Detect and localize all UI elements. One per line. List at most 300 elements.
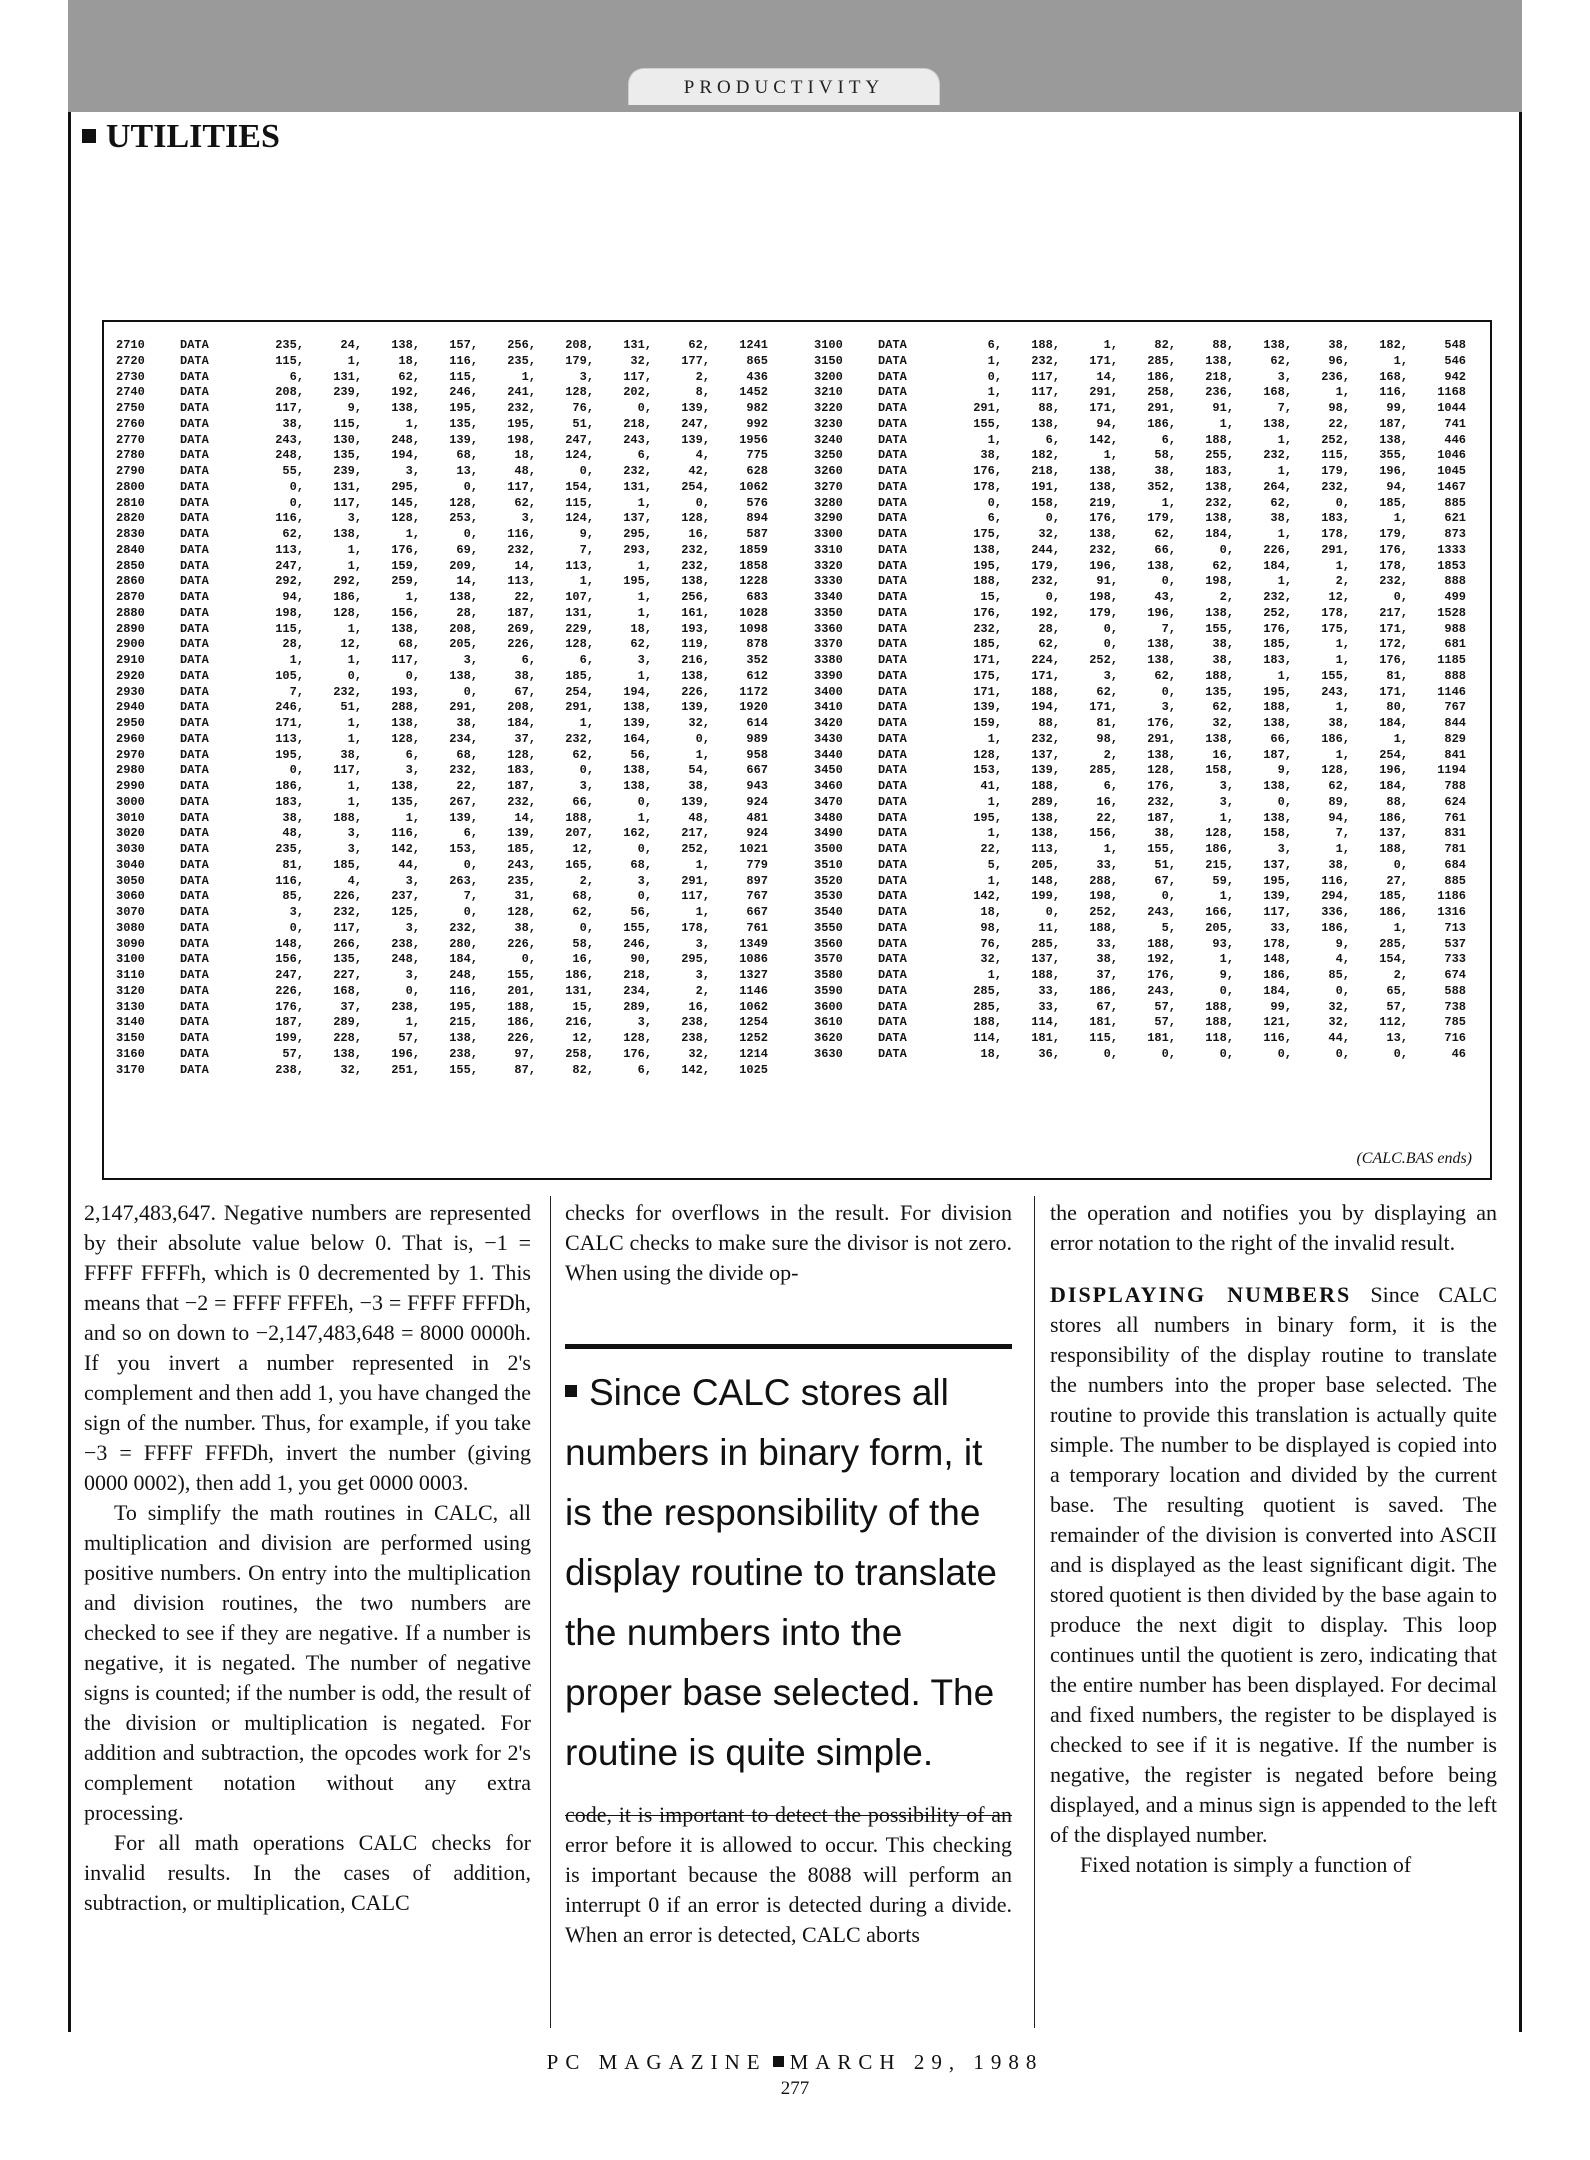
data-value: 165, — [565, 857, 594, 872]
listing-row — [814, 543, 1474, 559]
data-value: 186, — [1321, 920, 1350, 935]
data-value: 199, — [1031, 889, 1060, 904]
data-value: 188, — [1031, 779, 1060, 793]
data-value: 137, — [1379, 826, 1408, 841]
data-value: 218, — [1205, 369, 1234, 384]
data-value: 186, — [1321, 731, 1350, 746]
data-value: 117, — [1031, 369, 1060, 384]
data-value: 291, — [681, 873, 710, 888]
listing-row — [116, 968, 776, 984]
data-value: 248, — [391, 952, 420, 967]
data-value: 41, — [980, 779, 1002, 793]
data-value: 1467 — [1437, 479, 1466, 494]
data-value: 137, — [1031, 952, 1060, 967]
line-number: 3260 — [814, 464, 843, 478]
data-value: 194, — [1031, 700, 1060, 715]
data-value: 18, — [630, 621, 652, 636]
data-keyword: DATA — [878, 747, 907, 762]
listing-row — [814, 858, 1474, 874]
data-value: 1045 — [1437, 464, 1466, 478]
data-value: 243, — [1321, 684, 1350, 699]
data-value: 116, — [1379, 385, 1408, 400]
data-value: 218, — [623, 416, 652, 431]
listing-row — [814, 763, 1474, 779]
data-value: 285, — [1089, 763, 1118, 778]
data-value: 285, — [1031, 936, 1060, 951]
data-value: 196, — [1147, 605, 1176, 620]
line-number: 3550 — [814, 920, 843, 935]
data-value: 135, — [333, 448, 362, 463]
data-value: 87, — [514, 1062, 536, 1077]
listing-row — [116, 354, 776, 370]
data-value: 788 — [1444, 779, 1466, 793]
data-value: 139, — [681, 401, 710, 415]
data-value: 5, — [987, 857, 1002, 872]
data-value: 263, — [449, 873, 478, 888]
data-value: 1, — [987, 731, 1002, 746]
data-keyword: DATA — [180, 700, 209, 715]
data-keyword: DATA — [878, 920, 907, 935]
data-value: 188, — [1031, 684, 1060, 699]
data-value: 168, — [333, 983, 362, 998]
data-value: 0, — [1219, 1046, 1234, 1061]
data-value: 188, — [1089, 920, 1118, 935]
line-number: 3460 — [814, 779, 843, 793]
data-value: 226, — [1263, 542, 1292, 557]
data-value: 94, — [1096, 416, 1118, 431]
data-keyword: DATA — [878, 495, 907, 510]
data-value: 198, — [1089, 889, 1118, 904]
data-value: 33, — [1038, 983, 1060, 998]
data-value: 81, — [1096, 716, 1118, 730]
data-value: 117, — [507, 479, 536, 494]
data-value: 243, — [623, 432, 652, 447]
data-value: 239, — [333, 464, 362, 478]
data-keyword: DATA — [878, 999, 907, 1014]
data-value: 761 — [1444, 810, 1466, 825]
data-value: 775 — [746, 448, 768, 463]
data-value: 171, — [1031, 668, 1060, 683]
data-value: 171, — [973, 653, 1002, 667]
data-value: 66, — [1270, 731, 1292, 746]
column-rule — [1034, 1196, 1035, 2028]
data-value: 91, — [1096, 574, 1118, 589]
paragraph: To simplify the math routines in CALC, all multiplication and division are performed using positive numbers. On entry into the multiplication and division routines, the two numbers are checked to see if they are negative. If a number is negative, it is negated. The number of negative signs is counted; if the number is odd, the result of the division or multiplication is negated. For addition and subtraction, the opcodes work for 2's complement notation without any extra processing. — [84, 1500, 531, 1825]
data-value: 15, — [980, 590, 1002, 604]
data-keyword: DATA — [878, 779, 907, 793]
data-value: 98, — [1328, 401, 1350, 415]
data-value: 236, — [1205, 385, 1234, 400]
data-value: 66, — [1154, 542, 1176, 557]
data-keyword: DATA — [180, 448, 209, 463]
listing-row — [116, 622, 776, 638]
data-value: 215, — [449, 1015, 478, 1030]
data-value: 3, — [637, 1015, 652, 1030]
data-value: 118, — [1205, 1031, 1234, 1045]
data-value: 982 — [746, 401, 768, 415]
data-value: 168, — [1379, 369, 1408, 384]
data-value: 3, — [347, 842, 362, 856]
data-value: 57, — [1154, 999, 1176, 1014]
line-number: 3070 — [116, 905, 145, 919]
data-value: 888 — [1444, 574, 1466, 589]
data-value: 1086 — [739, 952, 768, 967]
data-value: 90, — [630, 952, 652, 967]
data-value: 161, — [681, 605, 710, 620]
listing-row — [116, 543, 776, 559]
data-keyword: DATA — [180, 1046, 209, 1061]
data-keyword: DATA — [180, 464, 209, 478]
data-value: 62, — [1154, 527, 1176, 541]
data-keyword: DATA — [180, 1015, 209, 1030]
data-keyword: DATA — [180, 905, 209, 919]
data-value: 157, — [449, 338, 478, 352]
listing-row — [814, 433, 1474, 449]
listing-row — [116, 842, 776, 858]
listing-row — [814, 748, 1474, 764]
data-value: 234, — [449, 731, 478, 746]
data-value: 22, — [456, 779, 478, 793]
listing-row — [116, 385, 776, 401]
data-value: 13, — [456, 464, 478, 478]
data-keyword: DATA — [878, 716, 907, 730]
data-value: 32, — [1212, 716, 1234, 730]
data-value: 252, — [1321, 432, 1350, 447]
data-value: 1, — [695, 857, 710, 872]
line-number: 2920 — [116, 668, 145, 683]
data-value: 128, — [565, 385, 594, 400]
data-value: 1, — [1335, 558, 1350, 573]
data-value: 185, — [1263, 637, 1292, 652]
data-value: 138, — [681, 668, 710, 683]
data-value: 1, — [637, 590, 652, 604]
data-value: 1241 — [739, 338, 768, 352]
data-value: 62, — [1212, 558, 1234, 573]
data-value: 243, — [1147, 905, 1176, 919]
data-value: 3, — [1277, 842, 1292, 856]
line-number: 3580 — [814, 968, 843, 982]
listing-row — [116, 732, 776, 748]
data-value: 1, — [1219, 889, 1234, 904]
data-value: 3, — [463, 653, 478, 667]
data-value: 196, — [1089, 558, 1118, 573]
data-value: 37, — [514, 731, 536, 746]
data-value: 266, — [333, 936, 362, 951]
listing-row — [116, 417, 776, 433]
data-value: 172, — [1379, 637, 1408, 652]
data-value: 1, — [1393, 353, 1408, 368]
listing-row — [116, 606, 776, 622]
data-value: 57, — [1154, 1015, 1176, 1030]
line-number: 3560 — [814, 936, 843, 951]
data-value: 232, — [1147, 794, 1176, 809]
data-value: 0, — [637, 401, 652, 415]
data-keyword: DATA — [180, 653, 209, 667]
listing-row — [116, 826, 776, 842]
data-value: 57, — [282, 1046, 304, 1061]
data-value: 135, — [1205, 684, 1234, 699]
data-value: 128, — [1321, 763, 1350, 778]
data-value: 54, — [688, 763, 710, 778]
data-keyword: DATA — [180, 826, 209, 841]
data-value: 187, — [1147, 810, 1176, 825]
data-value: 1, — [347, 779, 362, 793]
data-value: 188, — [1263, 700, 1292, 715]
data-value: 1, — [405, 590, 420, 604]
listing-row — [116, 637, 776, 653]
listing-row — [116, 448, 776, 464]
paragraph: For all math operations CALC checks for invalid results. In the cases of addition, subtraction, or multiplication, CALC — [84, 1830, 531, 1915]
data-value: 285, — [1379, 936, 1408, 951]
data-keyword: DATA — [878, 338, 907, 352]
data-keyword: DATA — [878, 448, 907, 463]
line-number: 3060 — [116, 889, 145, 904]
line-number: 3520 — [814, 873, 843, 888]
listing-row — [814, 574, 1474, 590]
data-value: 253, — [449, 511, 478, 526]
data-value: 188, — [565, 810, 594, 825]
data-value: 171, — [1089, 700, 1118, 715]
data-value: 1, — [579, 716, 594, 730]
paragraph: the operation and notifies you by displaying an error notation to the right of the invalid result. — [1050, 1200, 1497, 1255]
data-value: 22, — [1328, 416, 1350, 431]
listing-row — [814, 732, 1474, 748]
data-value: 217, — [681, 826, 710, 841]
data-value: 38, — [1270, 511, 1292, 526]
data-value: 1228 — [739, 574, 768, 589]
data-value: 0, — [1219, 983, 1234, 998]
data-value: 226, — [681, 684, 710, 699]
data-value: 177, — [681, 353, 710, 368]
data-value: 139, — [681, 432, 710, 447]
data-value: 0, — [1045, 590, 1060, 604]
line-number: 3490 — [814, 826, 843, 841]
data-value: 295, — [623, 527, 652, 541]
listing-row — [814, 496, 1474, 512]
listing-row — [814, 984, 1474, 1000]
data-value: 185, — [1379, 495, 1408, 510]
data-keyword: DATA — [180, 479, 209, 494]
data-value: 186, — [1089, 983, 1118, 998]
data-value: 94, — [1386, 479, 1408, 494]
data-value: 285, — [973, 999, 1002, 1014]
data-value: 235, — [275, 842, 304, 856]
data-value: 291, — [1089, 385, 1118, 400]
data-value: 0, — [463, 857, 478, 872]
data-value: 246, — [275, 700, 304, 715]
data-value: 62, — [1270, 495, 1292, 510]
data-value: 76, — [980, 936, 1002, 951]
data-keyword: DATA — [878, 968, 907, 982]
data-value: 264, — [1263, 479, 1292, 494]
data-value: 162, — [623, 826, 652, 841]
data-keyword: DATA — [180, 952, 209, 967]
data-value: 3, — [1161, 700, 1176, 715]
data-value: 878 — [746, 637, 768, 652]
column-rule — [550, 1196, 551, 2028]
data-value: 3, — [695, 936, 710, 951]
data-value: 2, — [1393, 968, 1408, 982]
data-value: 155, — [1147, 842, 1176, 856]
data-value: 943 — [746, 779, 768, 793]
data-value: 674 — [1444, 968, 1466, 982]
data-value: 232, — [1031, 731, 1060, 746]
data-value: 138, — [1263, 810, 1292, 825]
data-value: 32, — [1038, 527, 1060, 541]
data-value: 1859 — [739, 542, 768, 557]
frame-rule-left — [68, 112, 71, 2032]
data-value: 195, — [1263, 873, 1292, 888]
data-value: 81, — [1386, 668, 1408, 683]
data-keyword: DATA — [180, 668, 209, 683]
data-value: 1, — [1277, 432, 1292, 447]
data-value: 124, — [565, 448, 594, 463]
data-value: 295, — [391, 479, 420, 494]
data-value: 184, — [1379, 779, 1408, 793]
data-value: 841 — [1444, 747, 1466, 762]
data-value: 128, — [391, 511, 420, 526]
data-value: 259, — [391, 574, 420, 589]
data-value: 924 — [746, 826, 768, 841]
listing-row — [116, 1031, 776, 1047]
data-value: 280, — [449, 936, 478, 951]
data-value: 139, — [623, 716, 652, 730]
data-value: 96, — [1328, 353, 1350, 368]
data-value: 0, — [1161, 684, 1176, 699]
listing-row — [814, 354, 1474, 370]
line-number: 2750 — [116, 401, 145, 415]
data-value: 226, — [507, 637, 536, 652]
data-value: 865 — [746, 353, 768, 368]
data-value: 1146 — [739, 983, 768, 998]
data-value: 138, — [1031, 416, 1060, 431]
data-value: 232, — [973, 621, 1002, 636]
data-value: 767 — [1444, 700, 1466, 715]
line-number: 3020 — [116, 826, 145, 841]
data-value: 148, — [1263, 952, 1292, 967]
line-number: 3480 — [814, 810, 843, 825]
data-value: 255, — [1205, 448, 1234, 463]
data-value: 2, — [579, 873, 594, 888]
data-value: 229, — [565, 621, 594, 636]
data-value: 183, — [1205, 464, 1234, 478]
data-value: 0, — [1393, 857, 1408, 872]
data-value: 196, — [391, 1046, 420, 1061]
data-value: 232, — [507, 794, 536, 809]
data-value: 285, — [1147, 353, 1176, 368]
data-keyword: DATA — [180, 763, 209, 778]
data-keyword: DATA — [878, 385, 907, 400]
data-value: 128, — [507, 747, 536, 762]
data-value: 115, — [565, 495, 594, 510]
data-value: 18, — [398, 353, 420, 368]
data-value: 716 — [1444, 1031, 1466, 1045]
data-value: 138, — [1263, 779, 1292, 793]
listing-row — [814, 795, 1474, 811]
data-value: 38, — [1328, 716, 1350, 730]
listing-row — [814, 480, 1474, 496]
data-value: 733 — [1444, 952, 1466, 967]
line-number: 3360 — [814, 621, 843, 636]
data-value: 218, — [1031, 464, 1060, 478]
line-number: 2870 — [116, 590, 145, 604]
data-value: 138, — [449, 590, 478, 604]
data-value: 176, — [973, 605, 1002, 620]
data-value: 235, — [507, 873, 536, 888]
listing-row — [814, 937, 1474, 953]
data-value: 184, — [507, 716, 536, 730]
data-value: 112, — [1379, 1015, 1408, 1030]
listing-row — [116, 511, 776, 527]
data-value: 6, — [405, 747, 420, 762]
line-number: 3140 — [116, 1015, 145, 1030]
data-value: 292, — [275, 574, 304, 589]
data-value: 1062 — [739, 999, 768, 1014]
data-value: 187, — [507, 605, 536, 620]
data-value: 68, — [456, 747, 478, 762]
listing-row — [116, 464, 776, 480]
data-value: 289, — [623, 999, 652, 1014]
data-value: 135, — [333, 952, 362, 967]
data-keyword: DATA — [878, 464, 907, 478]
line-number: 2820 — [116, 511, 145, 526]
data-value: 251, — [391, 1062, 420, 1077]
data-value: 183, — [507, 763, 536, 778]
data-value: 171, — [973, 684, 1002, 699]
data-value: 32, — [1328, 1015, 1350, 1030]
data-value: 168, — [1263, 385, 1292, 400]
data-value: 182, — [1379, 338, 1408, 352]
data-value: 218, — [623, 968, 652, 982]
data-value: 352, — [1147, 479, 1176, 494]
listing-row — [814, 826, 1474, 842]
line-number: 3100 — [116, 952, 145, 967]
data-value: 155, — [1321, 668, 1350, 683]
data-value: 336, — [1321, 905, 1350, 919]
data-value: 164, — [623, 731, 652, 746]
data-value: 1, — [1103, 338, 1118, 352]
line-number: 2860 — [116, 574, 145, 589]
data-keyword: DATA — [878, 810, 907, 825]
line-number: 3150 — [814, 353, 843, 368]
data-value: 894 — [746, 511, 768, 526]
line-number: 3280 — [814, 495, 843, 510]
data-value: 1333 — [1437, 542, 1466, 557]
listing-row — [814, 1031, 1474, 1047]
data-value: 628 — [746, 464, 768, 478]
data-value: 113, — [275, 542, 304, 557]
data-value: 155, — [973, 416, 1002, 431]
data-value: 196, — [1379, 464, 1408, 478]
data-value: 116, — [1263, 1031, 1292, 1045]
data-keyword: DATA — [180, 716, 209, 730]
data-value: 3, — [347, 826, 362, 841]
data-value: 51, — [340, 700, 362, 715]
data-value: 436 — [746, 369, 768, 384]
data-value: 1146 — [1437, 684, 1466, 699]
line-number: 2960 — [116, 731, 145, 746]
data-keyword: DATA — [878, 905, 907, 919]
data-value: 9, — [1335, 936, 1350, 951]
line-number: 3250 — [814, 448, 843, 463]
data-value: 171, — [1089, 353, 1118, 368]
data-value: 2, — [695, 983, 710, 998]
data-value: 4, — [347, 873, 362, 888]
data-value: 142, — [1089, 432, 1118, 447]
data-value: 0, — [579, 920, 594, 935]
data-value: 247, — [565, 432, 594, 447]
data-value: 0, — [637, 842, 652, 856]
